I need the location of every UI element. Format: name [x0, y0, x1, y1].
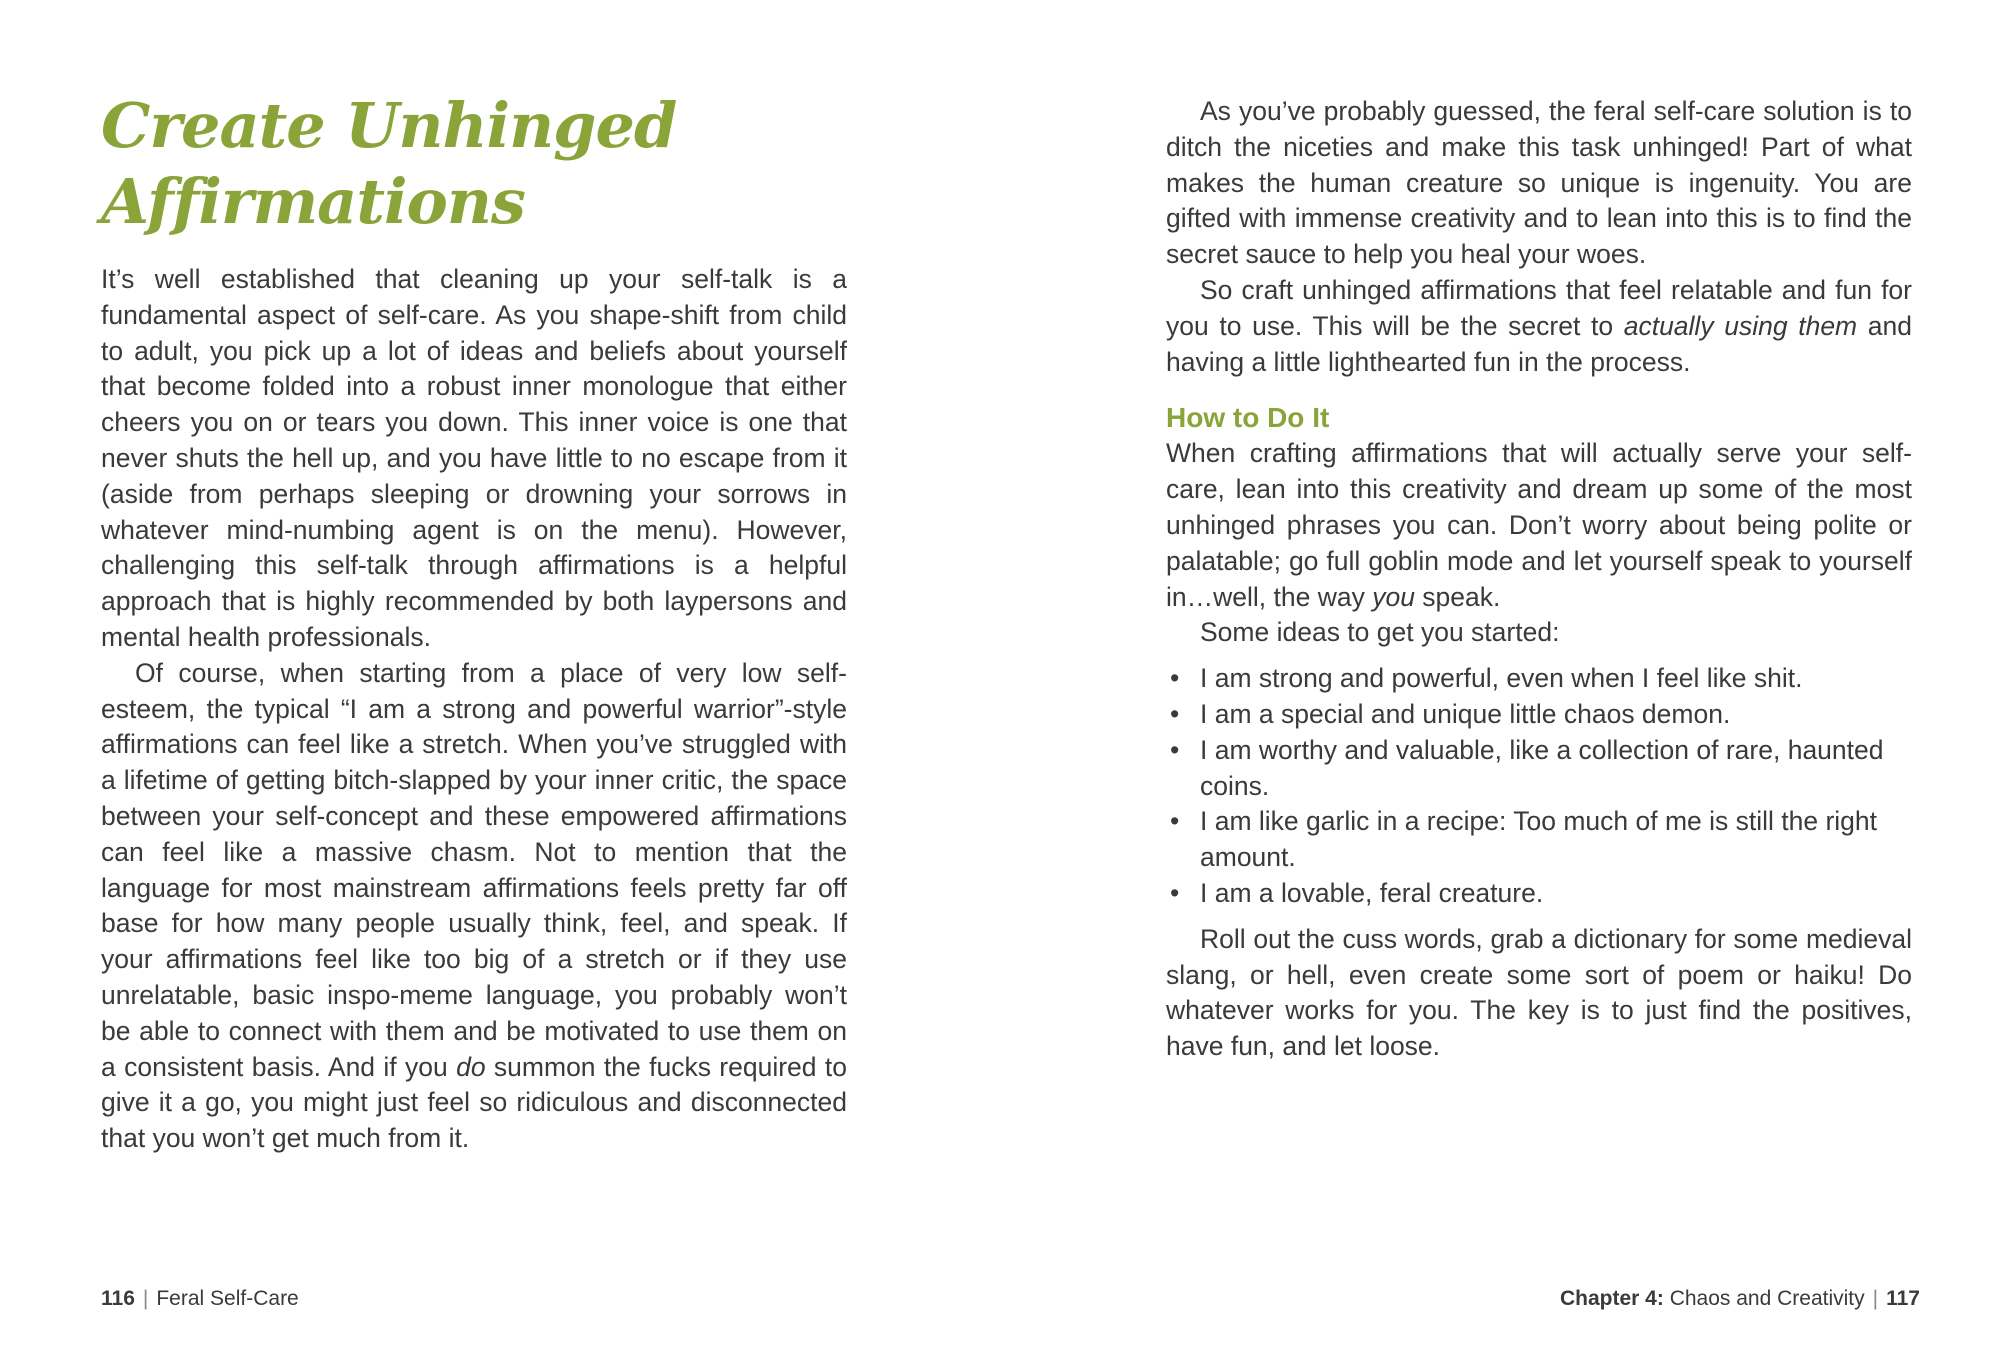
right-paragraph-3 — [1166, 436, 1912, 615]
list-item-text: I am strong and powerful, even when I feel like shit. — [1200, 663, 1803, 694]
section-heading: How to Do It — [1166, 402, 1330, 434]
right-page — [1000, 0, 2000, 1363]
left-footer — [101, 1284, 299, 1314]
right-paragraph-2-part-b: and having a little lighthearted fun in the process. — [1166, 310, 1913, 377]
right-page-number: 117 — [1886, 1287, 1920, 1310]
left-paragraph-2-part-a: Of course, when starting from a place of very low self-esteem, the typical “I am a strong and powerful warrior”-style affirmations can feel like a stretch. When you’ve struggled with a lifetime of getting bitch-slapped by your inner critic, the space between your self-concept and these empowered affirmations can feel like a massive chasm. Not to mention that the language for most mainstream affirmations feels pretty far off base for how many people usually think, feel, and speak. If your affirmations feel like too big of a stretch or if they use unrelatable, basic inspo-meme language, you probably won’t be able to connect with them and be motivated to use them on a consistent basis. And if you — [101, 657, 847, 1082]
list-item — [1166, 661, 1912, 697]
title-line-2: Affirmations — [101, 165, 525, 238]
list-item — [1166, 697, 1912, 733]
title-line-1: Create Unhinged — [101, 89, 677, 162]
bullet-icon: • — [1170, 734, 1180, 765]
list-item — [1166, 876, 1912, 912]
affirmation-list — [1166, 661, 1912, 912]
right-paragraph-1: As you’ve probably guessed, the feral self-care solution is to ditch the niceties and make this task unhinged! Part of what makes the human creature so unique is ingenuity. You are gifted with immense creativity and to lean into this is to find the secret sauce to help you heal your woes. — [1166, 96, 1912, 270]
left-body-text — [101, 262, 847, 1157]
left-paragraph-2 — [101, 656, 847, 1157]
right-paragraph-2-emphasis: actually using them — [1623, 310, 1858, 341]
right-footer — [1560, 1284, 1920, 1314]
list-item-text: I am a lovable, feral creature. — [1200, 877, 1544, 908]
chapter-label: Chapter 4: — [1560, 1287, 1664, 1310]
left-paragraph-1: It’s well established that cleaning up your self-talk is a fundamental aspect of self-care. As you shape-shift from child to adult, you pick up a lot of ideas and beliefs about yourself that become folded into a robust inner monologue that either cheers you on or tears you down. This inner voice is one that never shuts the hell up, and you have little to no escape from it (aside from perhaps sleeping or drowning your sorrows in whatever mind-numbing agent is on the menu). However, challenging this self-talk through affirmations is a helpful approach that is highly recommended by both laypersons and mental health professionals. — [101, 264, 847, 652]
left-page-number: 116 — [101, 1287, 135, 1310]
page-title — [101, 88, 861, 240]
list-item-text: I am worthy and valuable, like a collection of rare, haunted coins. — [1200, 734, 1884, 801]
right-body-text — [1166, 94, 1912, 1065]
book-title: Feral Self-Care — [156, 1287, 299, 1310]
list-item — [1166, 733, 1912, 805]
right-paragraph-2 — [1166, 273, 1912, 380]
right-paragraph-5: Roll out the cuss words, grab a dictionary for some medieval slang, or hell, even create some sort of poem or haiku! Do whatever works for you. The key is to just find the positives, have fun, and let loose. — [1166, 923, 1912, 1062]
list-item-text: I am a special and unique little chaos demon. — [1200, 698, 1731, 729]
left-footer-separator: | — [142, 1287, 149, 1310]
bullet-icon: • — [1170, 698, 1180, 729]
list-item-text: I am like garlic in a recipe: Too much of me is still the right amount. — [1200, 806, 1878, 873]
bullet-icon: • — [1170, 806, 1180, 837]
list-item — [1166, 804, 1912, 876]
right-paragraph-3-part-b: speak. — [1414, 581, 1501, 612]
right-paragraph-3-part-a: When crafting affirmations that will actually serve your self-care, lean into this creativity and dream up some of the most unhinged phrases you can. Don’t worry about being polite or palatable; go full goblin mode and let yourself speak to yourself in…well, the way — [1166, 438, 1912, 612]
left-paragraph-2-emphasis: do — [456, 1051, 486, 1082]
bullet-icon: • — [1170, 663, 1180, 694]
left-paragraph-2-part-b: summon the fucks required to give it a go, you might just feel so ridiculous and disconnected that you won’t get much from it. — [101, 1051, 847, 1154]
chapter-title: Chaos and Creativity — [1669, 1287, 1865, 1310]
right-paragraph-4: Some ideas to get you started: — [1200, 617, 1560, 648]
right-footer-separator: | — [1872, 1287, 1879, 1310]
bullet-icon: • — [1170, 877, 1180, 908]
right-paragraph-3-emphasis: you — [1372, 581, 1415, 612]
right-paragraph-2-part-a: So craft unhinged affirmations that feel relatable and fun for you to use. This will be the secret to — [1166, 274, 1912, 341]
